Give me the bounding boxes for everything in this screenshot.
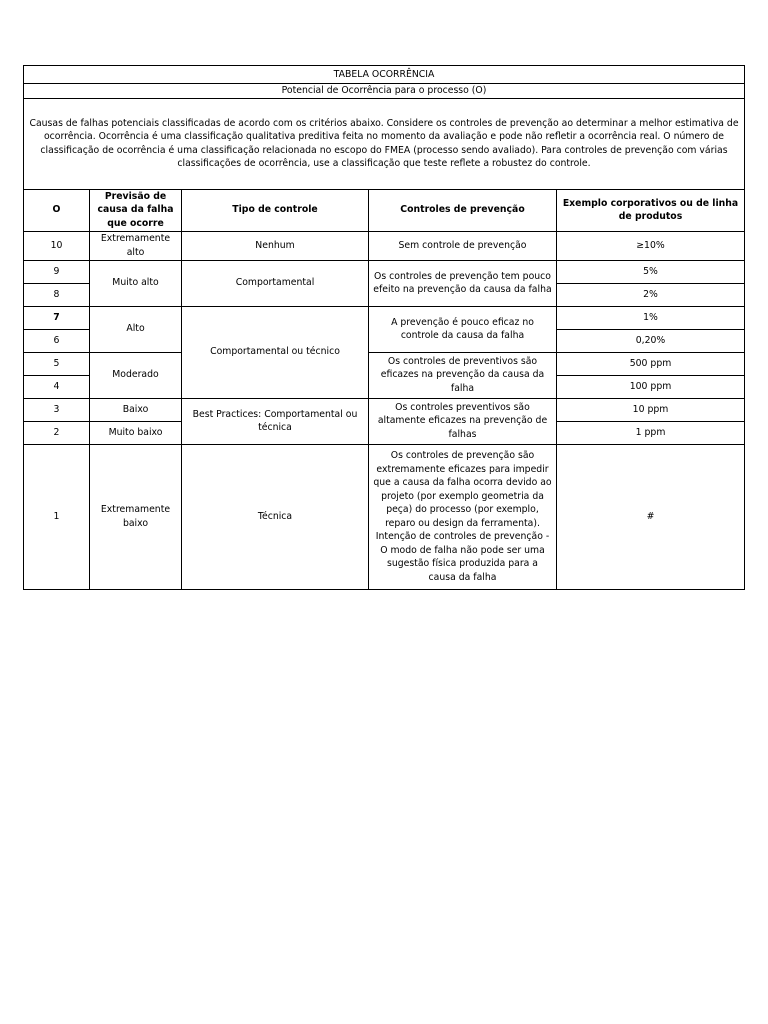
cell-previsao: Alto [90, 306, 182, 352]
header-exemplo: Exemplo corporativos ou de linha de produtos [557, 189, 745, 231]
table-row [24, 231, 745, 260]
cell-previsao: Baixo [90, 398, 182, 421]
cell-tipo: Nenhum [182, 231, 369, 260]
table-header-row [24, 189, 745, 231]
table-intro-text: Causas de falhas potenciais classificadas de acordo com os critérios abaixo. Considere os controles de prevenção ao determinar a melhor estimativa de ocorrência. Ocorrência é uma classificação qualitativa preditiva feita no momento da avaliação e pode não refletir a ocorrência real. O número de classificação de ocorrência é uma classificação relacionada no escopo do FMEA (processo sendo avaliado). Para controles de prevenção com várias classificações de ocorrência, use a classificação que teste reflete a robustez do controle. [24, 98, 745, 189]
cell-o: 2 [24, 421, 90, 444]
cell-exemplo: 500 ppm [557, 352, 745, 375]
cell-previsao: Muito alto [90, 260, 182, 306]
cell-o: 8 [24, 283, 90, 306]
cell-tipo: Best Practices: Comportamental ou técnica [182, 398, 369, 444]
cell-exemplo: # [557, 444, 745, 589]
cell-controles: A prevenção é pouco eficaz no controle da causa da falha [369, 306, 557, 352]
table-title-row [24, 66, 745, 84]
cell-previsao: Muito baixo [90, 421, 182, 444]
cell-exemplo: ≥10% [557, 231, 745, 260]
cell-previsao: Extremamente baixo [90, 444, 182, 589]
cell-controles: Os controles preventivos são altamente eficazes na prevenção de falhas [369, 398, 557, 444]
cell-tipo: Comportamental [182, 260, 369, 306]
cell-exemplo: 5% [557, 260, 745, 283]
cell-o: 1 [24, 444, 90, 589]
header-tipo: Tipo de controle [182, 189, 369, 231]
cell-previsao: Extremamente alto [90, 231, 182, 260]
cell-exemplo: 0,20% [557, 329, 745, 352]
cell-tipo: Comportamental ou técnico [182, 306, 369, 398]
cell-exemplo: 100 ppm [557, 375, 745, 398]
cell-controles: Os controles de preventivos são eficazes na prevenção da causa da falha [369, 352, 557, 398]
table-subtitle-row [24, 84, 745, 99]
cell-o: 5 [24, 352, 90, 375]
cell-exemplo: 1% [557, 306, 745, 329]
header-previsao: Previsão de causa da falha que ocorre [90, 189, 182, 231]
cell-controles: Os controles de prevenção tem pouco efeito na prevenção da causa da falha [369, 260, 557, 306]
cell-exemplo: 2% [557, 283, 745, 306]
header-controles: Controles de prevenção [369, 189, 557, 231]
cell-previsao: Moderado [90, 352, 182, 398]
cell-controles: Sem controle de prevenção [369, 231, 557, 260]
cell-o: 9 [24, 260, 90, 283]
table-row [24, 260, 745, 283]
cell-o: 4 [24, 375, 90, 398]
table-subtitle: Potencial de Ocorrência para o processo (O) [24, 84, 745, 99]
cell-o: 6 [24, 329, 90, 352]
cell-o: 3 [24, 398, 90, 421]
table-row [24, 306, 745, 329]
table-row [24, 398, 745, 421]
table-row [24, 352, 745, 375]
cell-exemplo: 1 ppm [557, 421, 745, 444]
cell-exemplo: 10 ppm [557, 398, 745, 421]
cell-tipo: Técnica [182, 444, 369, 589]
table-intro-row [24, 98, 745, 189]
header-o: O [24, 189, 90, 231]
cell-o: 7 [24, 306, 90, 329]
table-row [24, 444, 745, 589]
table-title: TABELA OCORRÊNCIA [24, 66, 745, 84]
cell-o: 10 [24, 231, 90, 260]
cell-controles: Os controles de prevenção são extremamente eficazes para impedir que a causa da falha ocorra devido ao projeto (por exemplo geometria da peça) do processo (por exemplo, reparo ou design da ferramenta). Intenção de controles de prevenção - O modo de falha não pode ser uma sugestão física produzida para a causa da falha [369, 444, 557, 589]
occurrence-table [23, 65, 745, 590]
